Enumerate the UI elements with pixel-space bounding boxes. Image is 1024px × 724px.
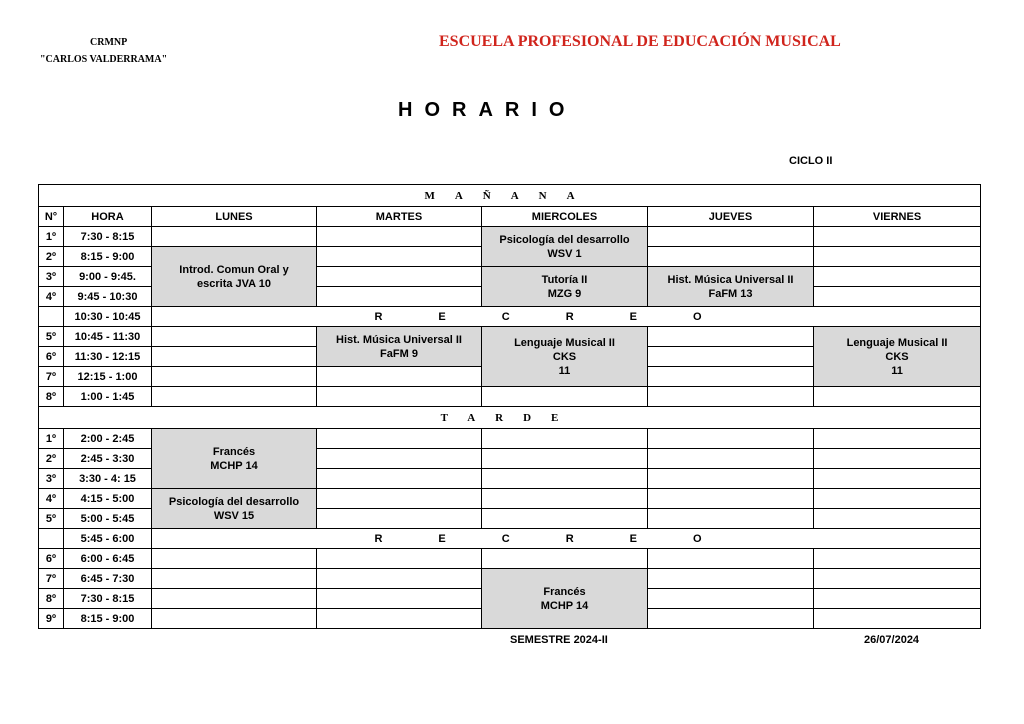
row-number: 6º bbox=[39, 347, 64, 367]
cell-empty bbox=[317, 609, 482, 629]
table-row bbox=[39, 429, 981, 449]
recess-label: RECREO bbox=[152, 529, 981, 549]
cell-empty bbox=[648, 327, 814, 347]
cell-empty bbox=[317, 267, 482, 287]
cell-empty bbox=[482, 469, 648, 489]
row-number: 5º bbox=[39, 327, 64, 347]
row-number bbox=[39, 307, 64, 327]
cell-empty bbox=[648, 589, 814, 609]
row-number: 6º bbox=[39, 549, 64, 569]
cell-empty bbox=[152, 609, 317, 629]
row-number: 9º bbox=[39, 609, 64, 629]
col-header-hora: HORA bbox=[64, 207, 152, 227]
course-frances-miercoles: Francés MCHP 14 bbox=[482, 569, 648, 629]
table-row bbox=[39, 227, 981, 247]
row-time: 4:15 - 5:00 bbox=[64, 489, 152, 509]
cell-empty bbox=[814, 469, 981, 489]
cell-empty bbox=[482, 429, 648, 449]
row-time: 8:15 - 9:00 bbox=[64, 247, 152, 267]
table-row bbox=[39, 569, 981, 589]
recess-label: RECREO bbox=[152, 307, 981, 327]
row-time: 9:00 - 9:45. bbox=[64, 267, 152, 287]
date-label: 26/07/2024 bbox=[864, 634, 920, 646]
row-number: 8º bbox=[39, 589, 64, 609]
cell-empty bbox=[317, 429, 482, 449]
cell-empty bbox=[648, 569, 814, 589]
course-historia-jueves: Hist. Música Universal II FaFM 13 bbox=[648, 267, 814, 307]
row-time: 7:30 - 8:15 bbox=[64, 227, 152, 247]
cell-empty bbox=[648, 449, 814, 469]
cell-empty bbox=[152, 367, 317, 387]
institution-short: CRMNP bbox=[90, 37, 128, 48]
cell-empty bbox=[648, 609, 814, 629]
institution-name: "CARLOS VALDERRAMA" bbox=[40, 54, 168, 65]
cell-empty bbox=[648, 247, 814, 267]
course-psicologia-lunes: Psicología del desarrollo WSV 15 bbox=[152, 489, 317, 529]
morning-section-title: MAÑANA bbox=[39, 185, 981, 207]
cell-empty bbox=[317, 227, 482, 247]
cell-empty bbox=[648, 509, 814, 529]
table-row bbox=[39, 327, 981, 347]
cell-empty bbox=[482, 549, 648, 569]
cell-empty bbox=[317, 469, 482, 489]
cell-empty bbox=[648, 347, 814, 367]
row-time: 10:45 - 11:30 bbox=[64, 327, 152, 347]
cell-empty bbox=[814, 589, 981, 609]
recess-row bbox=[39, 307, 981, 327]
row-time: 12:15 - 1:00 bbox=[64, 367, 152, 387]
row-number: 4º bbox=[39, 287, 64, 307]
row-time: 11:30 - 12:15 bbox=[64, 347, 152, 367]
course-historia-martes: Hist. Música Universal II FaFM 9 bbox=[317, 327, 482, 367]
cell-empty bbox=[317, 287, 482, 307]
course-introd-comun-lunes: Introd. Comun Oral y escrita JVA 10 bbox=[152, 247, 317, 307]
row-time: 1:00 - 1:45 bbox=[64, 387, 152, 407]
cell-empty bbox=[482, 449, 648, 469]
cell-empty bbox=[814, 267, 981, 287]
row-time: 7:30 - 8:15 bbox=[64, 589, 152, 609]
cell-empty bbox=[814, 489, 981, 509]
course-lenguaje-miercoles: Lenguaje Musical II CKS 11 bbox=[482, 327, 648, 387]
cell-empty bbox=[814, 549, 981, 569]
row-number bbox=[39, 529, 64, 549]
cell-empty bbox=[317, 247, 482, 267]
col-header-lunes: LUNES bbox=[152, 207, 317, 227]
col-header-viernes: VIERNES bbox=[814, 207, 981, 227]
cell-empty bbox=[648, 227, 814, 247]
row-number: 2º bbox=[39, 247, 64, 267]
cell-empty bbox=[317, 387, 482, 407]
cell-empty bbox=[648, 469, 814, 489]
afternoon-section-title: TARDE bbox=[39, 407, 981, 429]
cycle-label: CICLO II bbox=[789, 155, 833, 167]
cell-empty bbox=[152, 347, 317, 367]
row-time: 5:45 - 6:00 bbox=[64, 529, 152, 549]
row-number: 4º bbox=[39, 489, 64, 509]
cell-empty bbox=[814, 449, 981, 469]
cell-empty bbox=[317, 549, 482, 569]
cell-empty bbox=[317, 509, 482, 529]
cell-empty bbox=[152, 589, 317, 609]
cell-empty bbox=[648, 549, 814, 569]
schedule-table bbox=[38, 184, 981, 629]
cell-empty bbox=[482, 489, 648, 509]
row-time: 5:00 - 5:45 bbox=[64, 509, 152, 529]
semester-label: SEMESTRE 2024-II bbox=[510, 634, 608, 646]
row-number: 7º bbox=[39, 367, 64, 387]
cell-empty bbox=[482, 509, 648, 529]
cell-empty bbox=[317, 569, 482, 589]
row-time: 6:45 - 7:30 bbox=[64, 569, 152, 589]
row-number: 3º bbox=[39, 469, 64, 489]
cell-empty bbox=[317, 589, 482, 609]
cell-empty bbox=[152, 549, 317, 569]
row-time: 2:00 - 2:45 bbox=[64, 429, 152, 449]
row-number: 2º bbox=[39, 449, 64, 469]
cell-empty bbox=[648, 367, 814, 387]
cell-empty bbox=[814, 247, 981, 267]
row-number: 1º bbox=[39, 429, 64, 449]
cell-empty bbox=[317, 489, 482, 509]
row-time: 6:00 - 6:45 bbox=[64, 549, 152, 569]
cell-empty bbox=[648, 429, 814, 449]
cell-empty bbox=[482, 387, 648, 407]
cell-empty bbox=[814, 387, 981, 407]
row-time: 8:15 - 9:00 bbox=[64, 609, 152, 629]
row-time: 10:30 - 10:45 bbox=[64, 307, 152, 327]
course-psicologia-miercoles: Psicología del desarrollo WSV 1 bbox=[482, 227, 648, 267]
cell-empty bbox=[648, 387, 814, 407]
cell-empty bbox=[814, 429, 981, 449]
row-number: 8º bbox=[39, 387, 64, 407]
row-time: 2:45 - 3:30 bbox=[64, 449, 152, 469]
table-row bbox=[39, 489, 981, 509]
course-frances-lunes: Francés MCHP 14 bbox=[152, 429, 317, 489]
cell-empty bbox=[814, 569, 981, 589]
cell-empty bbox=[814, 609, 981, 629]
course-tutoria-miercoles: Tutoría II MZG 9 bbox=[482, 267, 648, 307]
cell-empty bbox=[152, 327, 317, 347]
cell-empty bbox=[814, 287, 981, 307]
school-name: ESCUELA PROFESIONAL DE EDUCACIÓN MUSICAL bbox=[439, 33, 841, 50]
course-lenguaje-viernes: Lenguaje Musical II CKS 11 bbox=[814, 327, 981, 387]
cell-empty bbox=[648, 489, 814, 509]
col-header-miercoles: MIERCOLES bbox=[482, 207, 648, 227]
table-row bbox=[39, 387, 981, 407]
row-time: 9:45 - 10:30 bbox=[64, 287, 152, 307]
cell-empty bbox=[317, 367, 482, 387]
col-header-n: N° bbox=[39, 207, 64, 227]
table-row bbox=[39, 549, 981, 569]
cell-empty bbox=[152, 387, 317, 407]
row-number: 3º bbox=[39, 267, 64, 287]
row-time: 3:30 - 4: 15 bbox=[64, 469, 152, 489]
recess-row bbox=[39, 529, 981, 549]
row-number: 5º bbox=[39, 509, 64, 529]
row-number: 1º bbox=[39, 227, 64, 247]
cell-empty bbox=[152, 227, 317, 247]
col-header-jueves: JUEVES bbox=[648, 207, 814, 227]
cell-empty bbox=[814, 509, 981, 529]
row-number: 7º bbox=[39, 569, 64, 589]
col-header-martes: MARTES bbox=[317, 207, 482, 227]
cell-empty bbox=[317, 449, 482, 469]
cell-empty bbox=[152, 569, 317, 589]
page-title: HORARIO bbox=[398, 99, 577, 121]
cell-empty bbox=[814, 227, 981, 247]
header-row bbox=[39, 207, 981, 227]
